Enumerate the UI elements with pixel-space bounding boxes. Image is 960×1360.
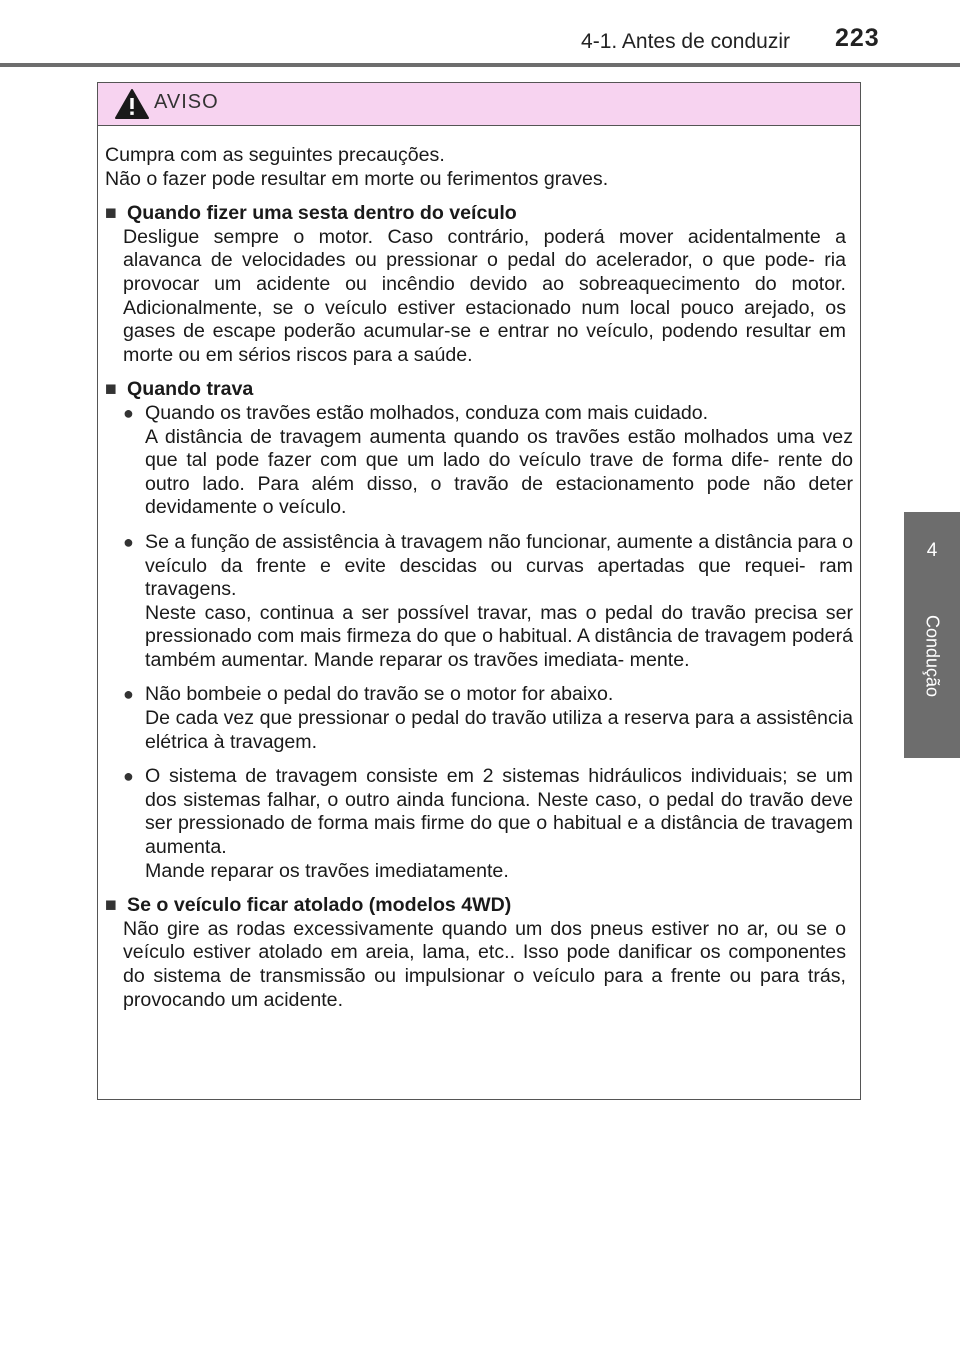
bullet-text: Quando os travões estão molhados, conduza com mais cuidado. bbox=[145, 401, 709, 424]
square-bullet-icon: ■ bbox=[105, 202, 117, 225]
section-title-text: Se o veículo ficar atolado (modelos 4WD) bbox=[127, 894, 512, 917]
bullet-text: A distância de travagem aumenta quando os travões estão molhados uma vez que tal pode fazer com que um lado do veículo trave de forma dife- rente do outro lado. Para além disso, o travão de estacionamento pode não deter devidamente o veículo. bbox=[145, 425, 853, 519]
circle-bullet-icon: ● bbox=[123, 402, 134, 423]
warning-header bbox=[98, 83, 860, 126]
section-title bbox=[105, 202, 853, 226]
bullet-text: Neste caso, continua a ser possível travar, mas o pedal do travão precisa ser pressionado com mais firmeza do que o habitual. A distância de travagem poderá também aumentar. Mande reparar os travões imediata- mente. bbox=[145, 601, 853, 671]
page-number: 223 bbox=[835, 24, 880, 52]
circle-bullet-icon: ● bbox=[123, 684, 134, 705]
section-body: Não gire as rodas excessivamente quando um dos pneus estiver no ar, ou se o veículo estiver atolado em areia, lama, etc.. Isso pode danificar os componentes do sistema de transmissão ou impulsionar o veículo para a frente ou para trás, provocando um acidente. bbox=[123, 917, 846, 1011]
square-bullet-icon: ■ bbox=[105, 378, 117, 401]
bullet-item bbox=[123, 402, 853, 520]
bullet-text: Se a função de assistência à travagem não funcionar, aumente a distância para o veículo da frente e evite descidas ou curvas apertadas que requei- ram travagens. bbox=[145, 530, 854, 601]
section-header: 4-1. Antes de conduzir bbox=[581, 30, 790, 53]
bullet-text: Mande reparar os travões imediatamente. bbox=[145, 859, 509, 882]
section-title bbox=[105, 378, 853, 402]
section-title-text: Quando fizer uma sesta dentro do veículo bbox=[127, 202, 517, 225]
chapter-side-tab bbox=[904, 512, 960, 758]
bullet-item bbox=[123, 683, 853, 754]
chapter-label: Condução bbox=[922, 614, 943, 698]
circle-bullet-icon: ● bbox=[123, 531, 134, 552]
section-title bbox=[105, 894, 853, 918]
section-body: Desligue sempre o motor. Caso contrário, poderá mover acidentalmente a alavanca de velocidades ou pressionar o pedal do acelerador, o que pode- ria provocar um acidente ou incêndio devido ao sobreaquecimento do motor. Adicionalmente, se o veículo estiver estacionado num local pouco arejado, os gases de escape poderão acumular-se e entrar no veículo, podendo resultar em morte ou em sérios riscos para a saúde. bbox=[123, 225, 846, 366]
bullet-item bbox=[123, 765, 853, 883]
chapter-number: 4 bbox=[926, 540, 938, 561]
bullet-text: De cada vez que pressionar o pedal do travão utiliza a reserva para a assistência elétrica à travagem. bbox=[145, 707, 853, 753]
bullet-item bbox=[123, 531, 853, 673]
bullet-text: O sistema de travagem consiste em 2 sistemas hidráulicos individuais; se um dos sistemas falhar, o outro ainda funciona. Neste caso, o pedal do travão deve ser pressionado de forma mais firme do que o habitual e a distância de travagem aumenta. bbox=[145, 765, 853, 859]
warning-title: AVISO bbox=[154, 91, 219, 113]
bullet-text: Não bombeie o pedal do travão se o motor for abaixo. bbox=[145, 683, 614, 706]
header-rule bbox=[0, 63, 960, 67]
intro-line: Cumpra com as seguintes precauções. bbox=[105, 144, 445, 166]
circle-bullet-icon: ● bbox=[123, 766, 134, 787]
intro-line: Não o fazer pode resultar em morte ou ferimentos graves. bbox=[105, 167, 609, 190]
intro bbox=[105, 144, 853, 191]
warning-triangle-icon bbox=[114, 88, 150, 120]
square-bullet-icon: ■ bbox=[105, 894, 117, 917]
section-title-text: Quando trava bbox=[127, 378, 254, 401]
warning-content bbox=[105, 144, 853, 1023]
